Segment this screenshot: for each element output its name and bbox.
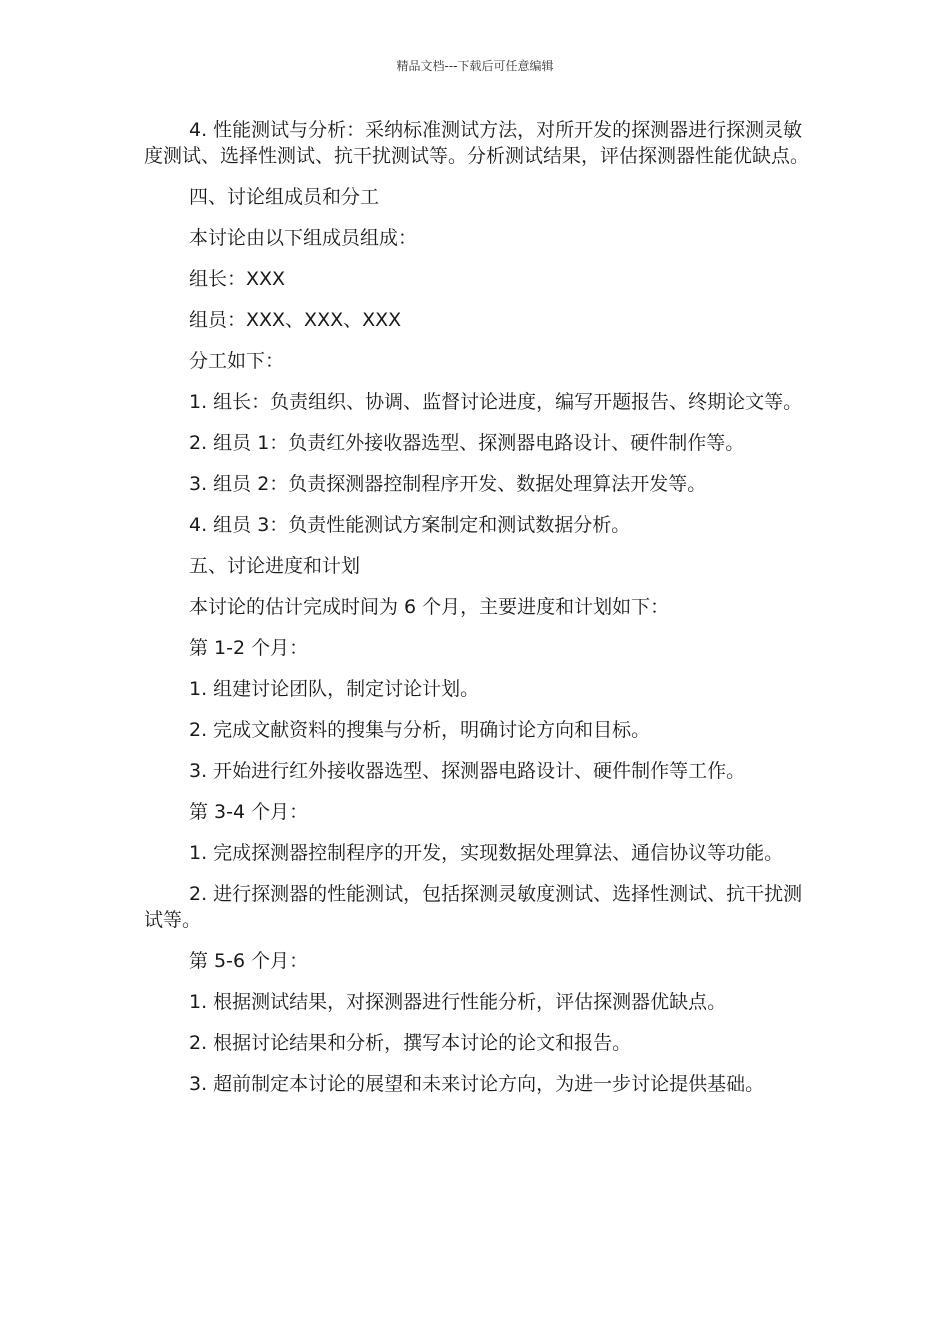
paragraph-month-1-2-item-3: 3. 开始进行红外接收器选型、探测器电路设计、硬件制作等工作。 bbox=[189, 760, 746, 782]
paragraph-division-leader: 1. 组长：负责组织、协调、监督讨论进度，编写开题报告、终期论文等。 bbox=[189, 391, 803, 413]
page-header: 精品文档---下载后可任意编辑 bbox=[396, 59, 554, 73]
paragraph-division-member-2: 3. 组员 2：负责探测器控制程序开发、数据处理算法开发等。 bbox=[189, 473, 707, 495]
paragraph-month-5-6: 第 5-6 个月： bbox=[189, 950, 309, 972]
paragraph-month-3-4: 第 3-4 个月： bbox=[189, 801, 309, 823]
paragraph-month-3-4-item-2: 2. 进行探测器的性能测试，包括探测灵敏度测试、选择性测试、抗干扰测试等。 bbox=[144, 883, 803, 931]
section-heading-schedule: 五、讨论进度和计划 bbox=[189, 555, 361, 577]
paragraph-month-1-2-item-1: 1. 组建讨论团队，制定讨论计划。 bbox=[189, 678, 480, 700]
paragraph-month-5-6-item-2: 2. 根据讨论结果和分析，撰写本讨论的论文和报告。 bbox=[189, 1032, 632, 1054]
paragraph-members-intro: 本讨论由以下组成员组成： bbox=[189, 227, 418, 249]
paragraph-performance-test: 4. 性能测试与分析：采纳标准测试方法，对所开发的探测器进行探测灵敏度测试、选择性测试、抗干扰测试等。分析测试结果，评估探测器性能优缺点。 bbox=[144, 119, 810, 167]
paragraph-month-5-6-item-3: 3. 超前制定本讨论的展望和未来讨论方向，为进一步讨论提供基础。 bbox=[189, 1073, 765, 1095]
section-heading-members: 四、讨论组成员和分工 bbox=[189, 186, 380, 208]
paragraph-month-1-2: 第 1-2 个月： bbox=[189, 637, 309, 659]
paragraph-division-member-1: 2. 组员 1：负责红外接收器选型、探测器电路设计、硬件制作等。 bbox=[189, 432, 745, 454]
paragraph-month-3-4-item-1: 1. 完成探测器控制程序的开发，实现数据处理算法、通信协议等功能。 bbox=[189, 842, 784, 864]
paragraph-month-1-2-item-2: 2. 完成文献资料的搜集与分析，明确讨论方向和目标。 bbox=[189, 719, 651, 741]
paragraph-division-member-3: 4. 组员 3：负责性能测试方案制定和测试数据分析。 bbox=[189, 514, 631, 536]
paragraph-members: 组员：XXX、XXX、XXX bbox=[189, 309, 402, 331]
paragraph-division-intro: 分工如下： bbox=[189, 350, 285, 372]
paragraph-leader: 组长：XXX bbox=[189, 268, 286, 290]
paragraph-schedule-intro: 本讨论的估计完成时间为 6 个月，主要进度和计划如下： bbox=[189, 596, 670, 618]
paragraph-month-5-6-item-1: 1. 根据测试结果，对探测器进行性能分析，评估探测器优缺点。 bbox=[189, 991, 727, 1013]
document-body bbox=[144, 117, 812, 1112]
